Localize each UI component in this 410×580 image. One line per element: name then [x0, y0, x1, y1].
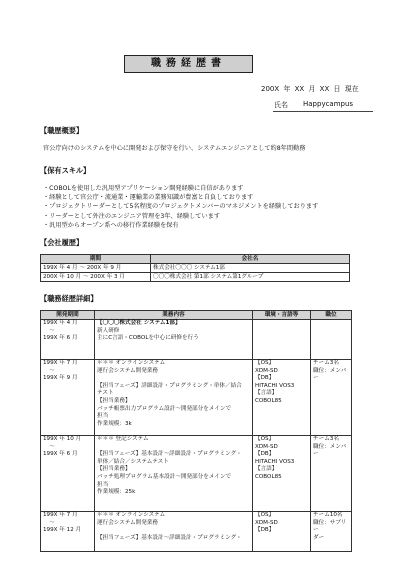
cell-line: 【担当フェーズ】詳細設計・プログラミング・単体／結合 [97, 382, 242, 389]
cell-line: ～ [49, 327, 55, 334]
name-label: 氏名 [274, 101, 288, 109]
work-heading: 【職務経歴詳細】 [40, 294, 98, 303]
cell-line: ～ [49, 519, 55, 526]
cell-line: 199X 年 12 月 [43, 527, 82, 534]
cell-line: 作業規模：25k [97, 489, 136, 496]
cell-line: チーム3名 [313, 436, 339, 442]
cell-line: チーム10名 [313, 512, 343, 518]
skill-item: ・プロジェクトリーダーとして5名程度のプロジェクトメンバーのマネジメントを経験しております [43, 203, 319, 211]
column-header: 職位 [311, 311, 352, 320]
table-row [41, 512, 352, 552]
skills-list [43, 184, 318, 230]
cell-line: XDM-SD [255, 519, 278, 526]
cell-line: 職位：メンバー [313, 443, 347, 458]
cell-line: 【担当フェーズ】基本設計～詳細設計・プログラミング・ [97, 451, 242, 458]
cell-line: HITACHI VOS3 [255, 458, 295, 465]
name-underline [273, 111, 373, 112]
work-history-table [40, 310, 352, 552]
cell-line: COBOL85 [255, 473, 282, 480]
cell-line: 199X 年 6 月 [43, 451, 78, 458]
work-role [311, 360, 352, 436]
cell-line: 作業規模：3k [97, 420, 132, 427]
cell-line: ＊＊＊ オンラインシステム [97, 360, 166, 366]
cell-line [97, 527, 250, 535]
company-history-table [40, 254, 350, 282]
cell-line: チーム3名 [313, 360, 339, 366]
cell-line: 担当 [97, 413, 109, 420]
summary-heading: 【職歴概要】 [40, 126, 84, 135]
company-period: 199X 年 4 月 ～ 200X 年 9 月 [41, 264, 151, 273]
cell-line: XDM-SD [255, 367, 278, 374]
cell-line: 【担当フェーズ】基本設計～詳細設計・プログラミング・ [97, 534, 242, 541]
cell-line: 職位：サブリー [313, 519, 347, 534]
table-header-row [41, 311, 352, 320]
work-environment [253, 360, 311, 436]
cell-line: 【OS】 [255, 512, 275, 518]
column-header: 業務内容 [95, 311, 253, 320]
cell-line: ＊＊＊ 登記システム [97, 436, 149, 442]
cell-line: 【〇〇〇株式会社 システム1部】 [97, 320, 181, 326]
cell-line: 199X 年 6 月 [43, 335, 78, 342]
work-environment [253, 512, 311, 552]
cell-line: 【言語】 [255, 390, 278, 397]
column-header: 会社名 [151, 255, 350, 264]
cell-line: バッチ帳票出力プログラム設計～開発部分をメインで [97, 405, 232, 412]
work-content [95, 360, 253, 436]
document-title: 職務経歴書 [124, 55, 253, 73]
cell-line: 主にC言語・COBOLを中心に研修を行う [97, 335, 199, 342]
cell-line: 【言語】 [255, 466, 278, 473]
summary-text: 官公庁向けのシステムを中心に開発および保守を行い、システムエンジニアとして約8年間勤務 [43, 145, 306, 152]
table-header-row [41, 255, 350, 264]
work-content [95, 512, 253, 552]
cell-line: 199X 年 7 月 [43, 360, 78, 366]
cell-line: 【DB】 [255, 375, 275, 382]
table-row [41, 264, 350, 273]
work-role [311, 512, 352, 552]
work-period [41, 320, 95, 360]
cell-line: 【DB】 [255, 451, 275, 458]
cell-line: 199X 年 9 月 [43, 375, 78, 382]
name-value: Happycampus [303, 100, 354, 108]
cell-line: 運行会システム開発業務 [97, 519, 158, 526]
company-name: 〇〇〇株式会社 第1部 システム第1グループ [151, 273, 350, 282]
current-date: 200X 年 XX 月 XX 日 現在 [261, 85, 359, 93]
skills-heading: 【保有スキル】 [40, 166, 91, 175]
cell-line: 【DB】 [255, 527, 275, 534]
cell-line: XDM-SD [255, 443, 278, 450]
cell-line: バッチ処理プログラム基本設計～開発部分をメインで [97, 473, 232, 480]
cell-line: 単体／結合／システムテスト [97, 458, 169, 465]
cell-line: 199X 年 7 月 [43, 512, 78, 518]
skill-item: ・経験として官公庁・流通業・運輸業の業務知識が豊富と自負しております [43, 194, 254, 202]
cell-line: 職位：メンバー [313, 367, 347, 382]
table-row [41, 320, 352, 360]
cell-line: ＊＊＊ オンラインシステム [97, 512, 166, 518]
cell-line: 199X 年 4 月 [43, 320, 78, 326]
work-environment [253, 436, 311, 512]
table-row [41, 273, 350, 282]
company-heading: 【会社履歴】 [40, 238, 84, 247]
cell-line: 新人研修 [97, 327, 120, 334]
company-period: 200X 年 10 月 ～ 200X 年 3 月 [41, 273, 151, 282]
work-rows [41, 320, 352, 552]
skill-item: ・リーダーとして外注のエンジニア管理を3年、経験しています [43, 212, 221, 220]
cell-line: 199X 年 10 月 [43, 436, 82, 442]
cell-line: ダー [313, 534, 325, 541]
work-period [41, 436, 95, 512]
work-period [41, 360, 95, 436]
cell-line [97, 375, 250, 383]
skill-item: ・汎用型からオープン系への移行作業経験を保有 [43, 221, 179, 229]
work-role [311, 436, 352, 512]
cell-line: 運行会システム開発業務 [97, 367, 158, 374]
cell-line: HITACHI VOS3 [255, 382, 295, 389]
work-content [95, 436, 253, 512]
cell-line: テスト [97, 390, 114, 397]
cell-line: COBOL85 [255, 397, 282, 404]
column-header: 開発期間 [41, 311, 95, 320]
column-header: 期間 [41, 255, 151, 264]
cell-line: 【OS】 [255, 360, 275, 366]
cell-line: 【担当業務】 [97, 397, 131, 404]
work-role [311, 320, 352, 360]
cell-line: ～ [49, 443, 55, 450]
cell-line: ～ [49, 367, 55, 374]
company-name: 株式会社〇〇〇 システム1部 [151, 264, 350, 273]
table-row [41, 436, 352, 512]
work-environment [253, 320, 311, 360]
cell-line: 【担当業務】 [97, 466, 131, 473]
work-period [41, 512, 95, 552]
table-row [41, 360, 352, 436]
cell-line: 担当 [97, 481, 109, 488]
column-header: 環境・言語等 [253, 311, 311, 320]
cell-line: 【OS】 [255, 436, 275, 442]
skill-item: ・COBOLを使用した汎用型アプリケーション開発経験に自信があります [43, 185, 244, 192]
work-content [95, 320, 253, 360]
